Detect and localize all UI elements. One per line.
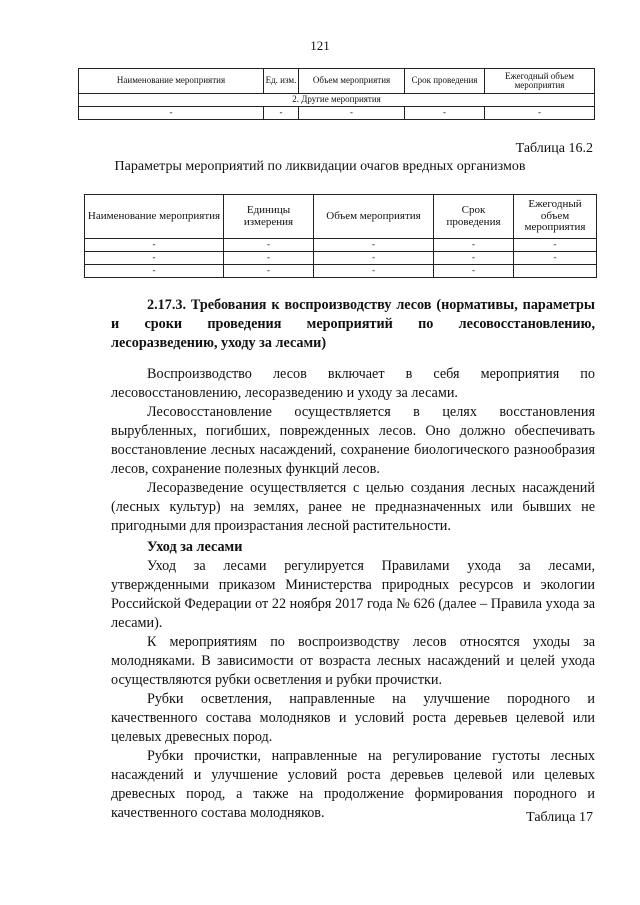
paragraph: Лесоразведение осуществляется с целью создания лесных насаждений (лесных культур) на землях, ранее не предназначенных или бывших не пригодными для произрастания лесной растительности. [111,480,595,534]
table-cell: - [314,239,434,252]
table-cell: - [434,252,514,265]
table-cell: - [434,239,514,252]
section-heading: 2.17.3. Требования к воспроизводству лесов (нормативы, параметры и сроки проведения мероприятий по лесовосстановлению, лесоразведению, уходу за лесами) [111,297,595,351]
header-cell: Срок проведения [434,195,514,239]
paragraph: Уход за лесами регулируется Правилами ухода за лесами, утвержденными приказом Министерства природных ресурсов и экологии Российской Федерации от 22 ноября 2017 года № 626 (далее – Правила ухода за лесами). [111,558,595,631]
header-cell: Единицы измерения [224,195,314,239]
paragraph: Рубки осветления, направленные на улучшение породного и качественного состава молодняков и условий роста деревьев целевой или целевых древесных пород. [111,691,595,745]
table-16-2-title: Параметры мероприятий по ликвидации очагов вредных организмов [114,159,526,174]
table-cell: - [224,265,314,278]
table-header-row [85,195,597,239]
paragraph: Лесовосстановление осуществляется в целях восстановления вырубленных, погибших, поврежденных лесов. Оно должно обеспечивать восстановление лесных насаждений, сохранение биологического разнообразия лесов, сохранение полезных функций лесов. [111,404,595,477]
table-cell: - [434,265,514,278]
table-cell: - [514,239,597,252]
table-row [85,252,597,265]
body-block-1 [111,365,595,536]
table-cell: - [85,265,224,278]
header-cell: Наименование мероприятия [79,69,264,94]
table-section-row [79,94,595,107]
paragraph: Рубки прочистки, направленные на регулирование густоты лесных насаждений и улучшение условий роста деревьев целевой или целевых древесных пород, а также на продолжение формирования породного и качественного состава молодняков. [111,748,595,821]
table-other-measures [78,68,595,120]
table-cell: - [514,252,597,265]
table-row [85,239,597,252]
table-header-row [79,69,595,94]
page-number: 121 [310,38,330,53]
header-cell: Объем мероприятия [299,69,405,94]
table-cell: - [405,107,485,120]
header-cell: Наименование мероприятия [85,195,224,239]
table-cell: - [224,239,314,252]
header-cell: Ежегодный объем мероприятия [485,69,595,94]
section-heading-block [111,296,595,353]
body-block-2 [111,538,595,823]
table-cell: - [264,107,299,120]
table-cell: - [224,252,314,265]
paragraph: Воспроизводство лесов включает в себя мероприятия по лесовосстановлению, лесоразведению и уходу за лесами. [111,366,595,401]
paragraph: К мероприятиям по воспроизводству лесов относятся уходы за молодняками. В зависимости от возраста лесных насаждений и целей ухода осуществляются рубки осветления и рубки прочистки. [111,634,595,688]
table-row [79,107,595,120]
table-16-2-label: Таблица 16.2 [515,141,593,156]
header-cell: Ежегодный объем мероприятия [514,195,597,239]
table-cell: - [85,252,224,265]
table-cell: - [299,107,405,120]
header-cell: Ед. изм. [264,69,299,94]
table-cell: - [79,107,264,120]
table-16-2 [84,194,597,278]
header-cell: Объем мероприятия [314,195,434,239]
table-cell: - [314,252,434,265]
section-cell: 2. Другие мероприятия [79,94,595,107]
table-cell [514,265,597,278]
header-cell: Срок проведения [405,69,485,94]
subheading: Уход за лесами [147,539,243,555]
table-cell: - [85,239,224,252]
table-17-label: Таблица 17 [526,810,593,825]
table-cell: - [485,107,595,120]
table-row [85,265,597,278]
table-cell: - [314,265,434,278]
